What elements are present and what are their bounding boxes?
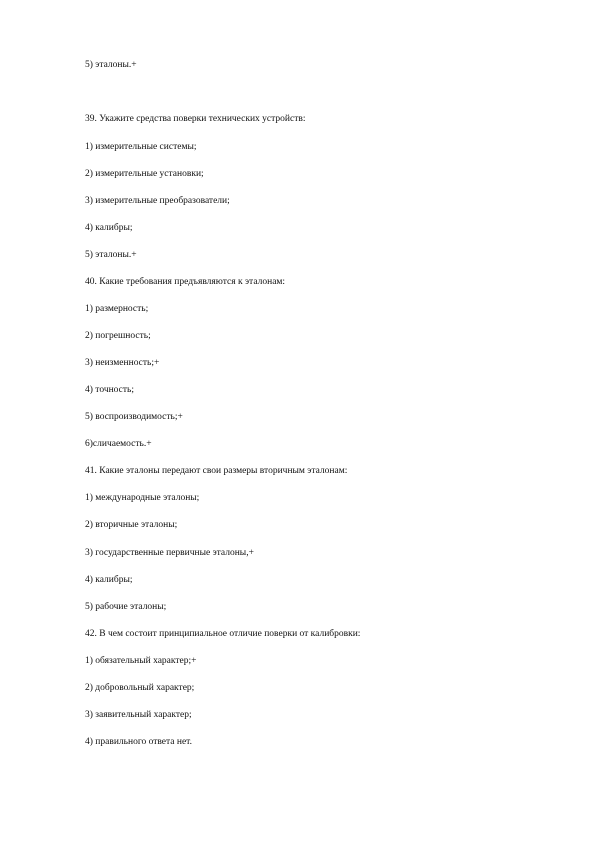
answer-line: 4) правильного ответа нет. <box>85 737 192 747</box>
answer-line: 1) обязательный характер;+ <box>85 656 197 666</box>
answer-line: 2) измерительные установки; <box>85 169 204 179</box>
answer-line: 2) добровольный характер; <box>85 683 195 693</box>
answer-line: 3) неизменность;+ <box>85 358 160 368</box>
answer-line: 5) рабочие эталоны; <box>85 602 167 612</box>
question-41: 41. Какие эталоны передают свои размеры вторичным эталонам: <box>85 466 348 476</box>
answer-line: 5) эталоны.+ <box>85 250 137 260</box>
answer-line: 3) заявительный характер; <box>85 710 192 720</box>
answer-line: 2) погрешность; <box>85 331 151 341</box>
question-40: 40. Какие требования предъявляются к эталонам: <box>85 277 286 287</box>
answer-line: 3) измерительные преобразователи; <box>85 196 230 206</box>
answer-line: 1) международные эталоны; <box>85 493 200 503</box>
answer-line: 1) размерность; <box>85 304 149 314</box>
answer-line: 3) государственные первичные эталоны,+ <box>85 548 254 558</box>
answer-line: 5) эталоны.+ <box>85 60 137 70</box>
answer-line: 1) измерительные системы; <box>85 142 197 152</box>
answer-line: 4) калибры; <box>85 575 133 585</box>
answer-line: 5) воспроизводимость;+ <box>85 412 183 422</box>
answer-line: 2) вторичные эталоны; <box>85 520 178 530</box>
question-42: 42. В чем состоит принципиальное отличие поверки от калибровки: <box>85 629 361 639</box>
answer-line: 4) точность; <box>85 385 135 395</box>
answer-line: 6)сличаемость.+ <box>85 439 152 449</box>
answer-line: 4) калибры; <box>85 223 133 233</box>
question-39: 39. Укажите средства поверки технических устройств: <box>85 114 306 124</box>
